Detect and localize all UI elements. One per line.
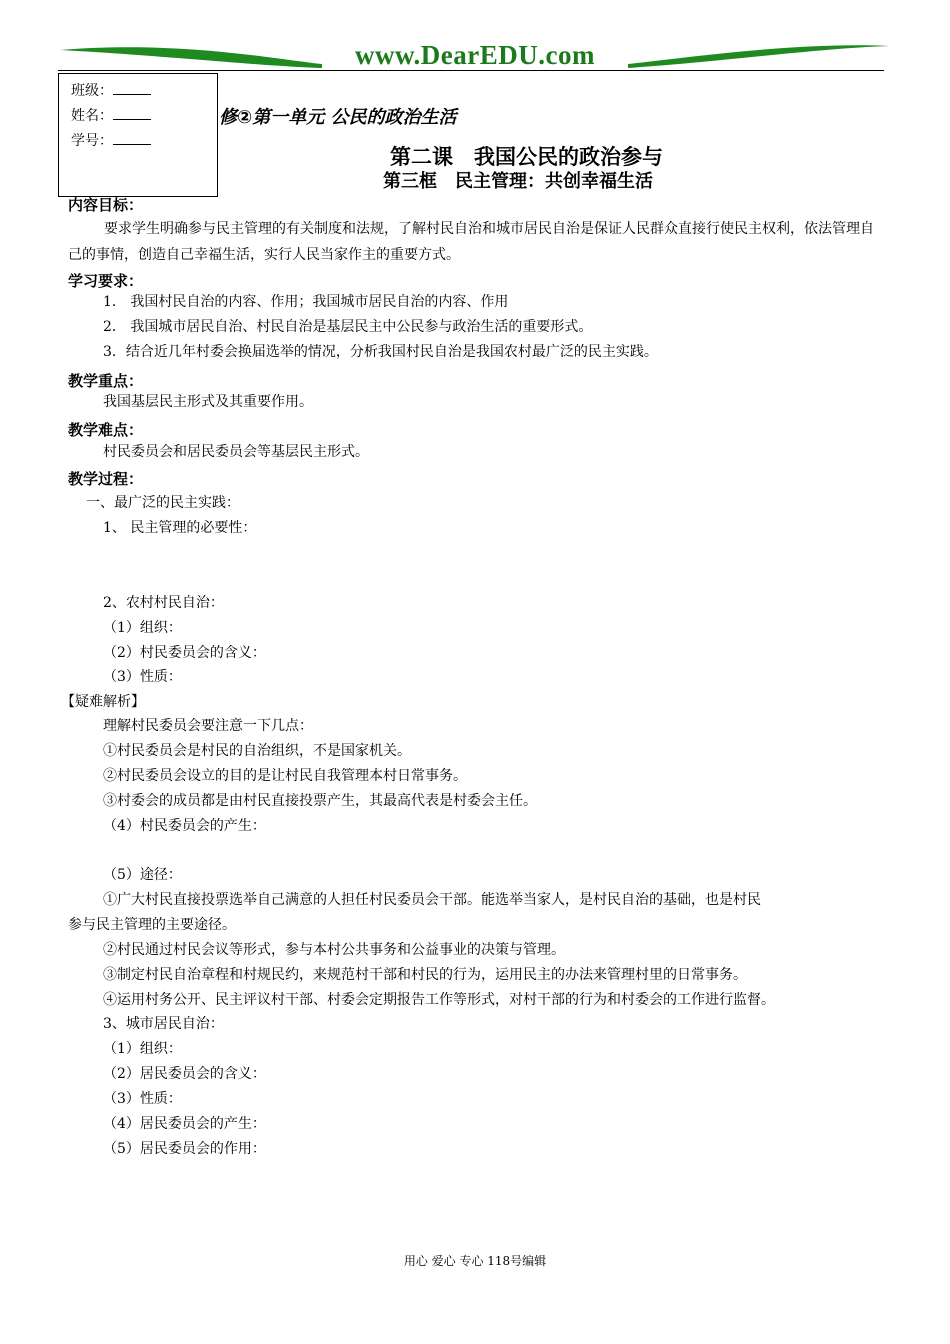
process-sub: （4）居民委员会的产生： (103, 1116, 266, 1132)
process-item-3: 3、城市居民自治： (103, 1016, 224, 1032)
difficulty-text: 村民委员会和居民委员会等基层民主形式。 (103, 444, 369, 460)
process-sub: （5）居民委员会的作用： (103, 1141, 266, 1157)
process-sub: （2）居民委员会的含义： (103, 1066, 266, 1082)
analysis-intro: 理解村民委员会要注意一下几点： (103, 718, 313, 734)
lesson-title: 第二课 我国公民的政治参与 (390, 145, 663, 169)
process-sub: （2）村民委员会的含义： (103, 645, 266, 661)
process-sub: （5）途径： (103, 867, 182, 883)
student-info-box (58, 73, 218, 197)
process-sub: （3）性质： (103, 1091, 182, 1107)
study-req-item: 1． 我国村民自治的内容、作用；我国城市居民自治的内容、作用 (103, 294, 509, 310)
path-point: ①广大村民直接投票选举自己满意的人担任村民委员会干部。能选举当家人，是村民自治的基础，也是村民 (103, 892, 761, 908)
analysis-point: ②村民委员会设立的目的是让村民自我管理本村日常事务。 (103, 768, 467, 784)
process-sub: （1）组织： (103, 1041, 182, 1057)
analysis-point: ①村民委员会是村民的自治组织，不是国家机关。 (103, 743, 411, 759)
key-point-heading: 教学重点： (68, 372, 144, 390)
study-req-item: 3．结合近几年村委会换届选举的情况，分析我国村民自治是我国农村最广泛的民主实践。 (103, 344, 658, 360)
page-footer: 用心 爱心 专心 118号编辑 (403, 1254, 547, 1268)
process-sub: （3）性质： (103, 669, 182, 685)
process-sub: （1）组织： (103, 620, 182, 636)
study-req-heading: 学习要求： (68, 272, 144, 290)
class-field[interactable]: 班级： (71, 81, 151, 100)
site-logo-text: www.DearEDU.com (355, 40, 595, 70)
study-req-item: 2． 我国城市居民自治、村民自治是基层民主中公民参与政治生活的重要形式。 (103, 319, 593, 335)
path-point: ③制定村民自治章程和村规民约，来规范村干部和村民的行为，运用民主的办法来管理村里的日常事务。 (103, 967, 747, 983)
content-goal-paragraph: 要求学生明确参与民主管理的有关制度和法规，了解村民自治和城市居民自治是保证人民群众直接行使民主权利，依法管理自己的事情，创造自己幸福生活，实行人民当家作主的重要方式。 (68, 221, 874, 263)
process-heading: 教学过程： (68, 470, 144, 488)
process-sub: （4）村民委员会的产生： (103, 818, 266, 834)
process-item-2: 2、农村村民自治： (103, 595, 224, 611)
analysis-point: ③村委会的成员都是由村民直接投票产生，其最高代表是村委会主任。 (103, 793, 537, 809)
path-point: ④运用村务公开、民主评议村干部、村委会定期报告工作等形式，对村干部的行为和村委会的工作进行监督。 (103, 992, 775, 1008)
frame-title: 第三框 民主管理：共创幸福生活 (383, 171, 653, 192)
student-id-field[interactable]: 学号： (71, 131, 151, 150)
process-item-1: 1、 民主管理的必要性： (103, 520, 257, 536)
name-field[interactable]: 姓名： (71, 106, 151, 125)
unit-title: 修②第一单元 公民的政治生活 (219, 107, 457, 128)
content-goal-heading: 内容目标： (68, 196, 144, 214)
difficulty-heading: 教学难点： (68, 421, 144, 439)
header-rule (58, 70, 884, 71)
path-point-cont: 参与民主管理的主要途径。 (68, 917, 236, 933)
path-point: ②村民通过村民会议等形式，参与本村公共事务和公益事业的决策与管理。 (103, 942, 565, 958)
key-point-text: 我国基层民主形式及其重要作用。 (103, 394, 313, 410)
analysis-heading: 【疑难解析】 (61, 694, 145, 710)
process-part-1: 一、最广泛的民主实践： (86, 495, 240, 511)
